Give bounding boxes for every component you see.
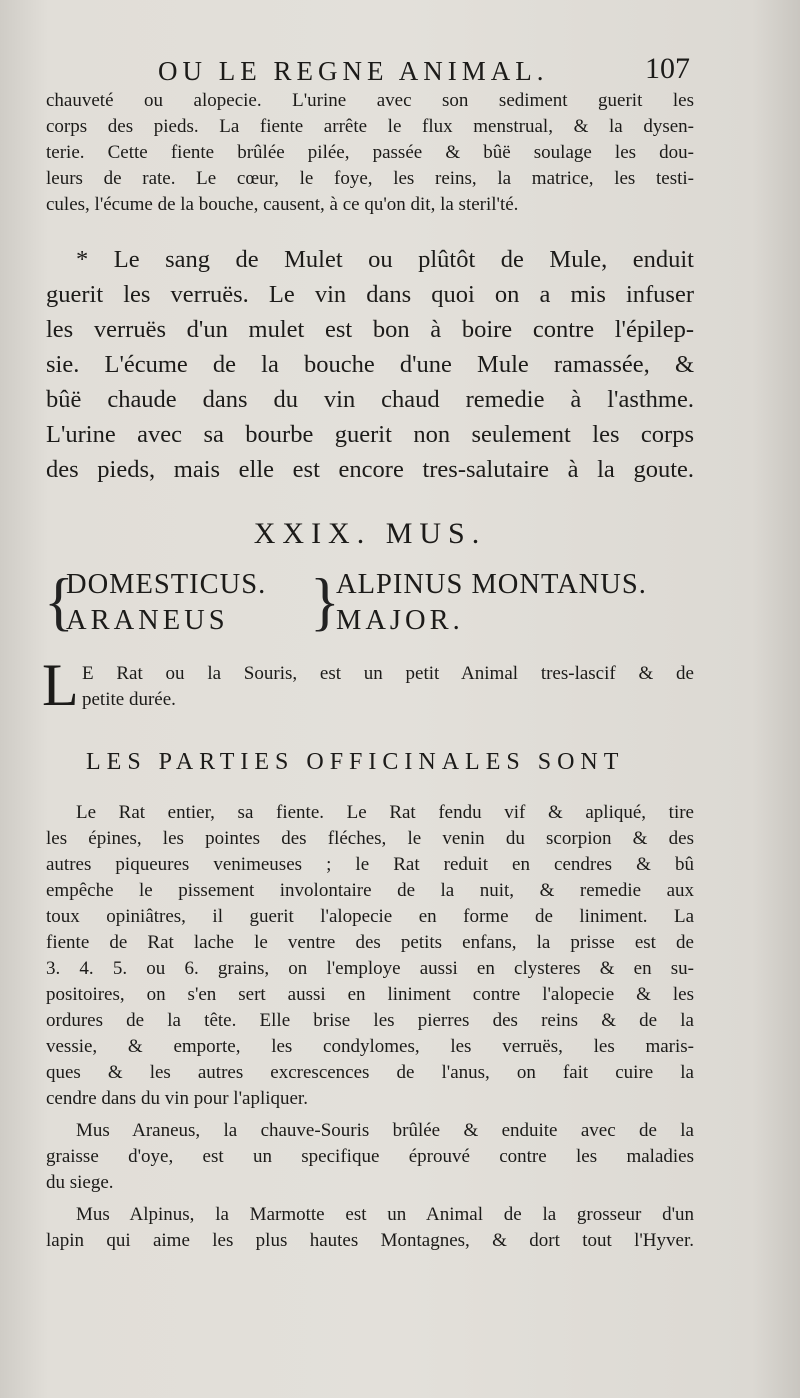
- intro-paragraph: [42, 652, 694, 718]
- text-line: fiente de Rat lache le ventre des petits enfans, la prisse est de: [46, 932, 694, 953]
- text-line: ordures de la tête. Elle brise les pierres des reins & de la: [46, 1010, 694, 1031]
- species-name: ARANEUS: [66, 605, 229, 636]
- text-line: sie. L'écume de la bouche d'une Mule ramassée, &: [46, 351, 694, 378]
- text-line: lapin qui aime les plus hautes Montagnes, & dort tout l'Hyver.: [46, 1230, 694, 1251]
- text-line: Le Rat entier, sa fiente. Le Rat fendu vif & apliqué, tire: [76, 802, 694, 823]
- chapter-title: XXIX. MUS.: [253, 517, 487, 550]
- text-line: cendre dans du vin pour l'apliquer.: [46, 1088, 308, 1109]
- text-line: bûë chaude dans du vin chaud remedie à l'asthme.: [46, 386, 694, 413]
- text-line: empêche le pissement involontaire de la nuit, & remedie aux: [46, 880, 694, 901]
- text-line: L'urine avec sa bourbe guerit non seulement les corps: [46, 421, 694, 448]
- text-line: vessie, & emporte, les condylomes, les verruës, les maris-: [46, 1036, 694, 1057]
- text-line: corps des pieds. La fiente arrête le flux menstrual, & la dysen-: [46, 116, 694, 137]
- text-line: graisse d'oye, est un specifique éprouvé contre les maladies: [46, 1146, 694, 1167]
- species-name: ALPINUS MONTANUS.: [336, 569, 647, 600]
- text-line: du siege.: [46, 1172, 114, 1193]
- text-line: Mus Alpinus, la Marmotte est un Animal de la grosseur d'un: [76, 1204, 694, 1225]
- species-list: [46, 567, 694, 647]
- running-title: OU LE REGNE ANIMAL.: [158, 56, 549, 86]
- species-name: DOMESTICUS.: [66, 569, 267, 600]
- species-name: MAJOR.: [336, 605, 464, 636]
- brace-glyph: }: [310, 566, 341, 638]
- species-column-2: [336, 567, 647, 639]
- text-line: petite durée.: [82, 689, 176, 710]
- paragraph-mule: [46, 242, 694, 487]
- species-column-1: [66, 567, 266, 639]
- section-heading: LES PARTIES OFFICINALES SONT: [86, 749, 625, 775]
- paragraph-urine: [46, 88, 694, 218]
- text-line: cules, l'écume de la bouche, causent, à ce qu'on dit, la steril'té.: [46, 194, 519, 215]
- text-line: guerit les verruës. Le vin dans quoi on a mis infuser: [46, 281, 694, 308]
- text-line: toux opiniâtres, il guerit l'alopecie en forme de liniment. La: [46, 906, 694, 927]
- text-line: 3. 4. 5. ou 6. grains, on l'employe aussi en clysteres & en su-: [46, 958, 694, 979]
- brace-glyph: {: [44, 566, 75, 638]
- text-line: autres piqueures venimeuses ; le Rat reduit en cendres & bû: [46, 854, 694, 875]
- text-line: des pieds, mais elle est encore tres-salutaire à la goute.: [46, 456, 694, 483]
- paragraph-alpinus: [46, 1202, 694, 1254]
- text-line: chauveté ou alopecie. L'urine avec son sediment guerit les: [46, 90, 694, 111]
- paragraph-rat: [46, 800, 694, 1112]
- text-line: E Rat ou la Souris, est un petit Animal tres-lascif & de: [82, 663, 694, 684]
- text-line: terie. Cette fiente brûlée pilée, passée & bûë soulage les dou-: [46, 142, 694, 163]
- page-number: 107: [645, 52, 690, 85]
- paragraph-araneus: [46, 1118, 694, 1196]
- text-line: Mus Araneus, la chauve-Souris brûlée & enduite avec de la: [76, 1120, 694, 1141]
- text-line: ques & les autres excrescences de l'anus, on fait cuire la: [46, 1062, 694, 1083]
- text-line: les verruës d'un mulet est bon à boire contre l'épilep-: [46, 316, 694, 343]
- text-line: positoires, on s'en sert aussi en liniment contre l'alopecie & les: [46, 984, 694, 1005]
- text-line: * Le sang de Mulet ou plûtôt de Mule, enduit: [76, 246, 694, 273]
- drop-cap: L: [42, 652, 79, 718]
- text-line: les épines, les pointes des fléches, le venin du scorpion & des: [46, 828, 694, 849]
- page-body: [42, 86, 694, 1254]
- text-line: leurs de rate. Le cœur, le foye, les reins, la matrice, les testi-: [46, 168, 694, 189]
